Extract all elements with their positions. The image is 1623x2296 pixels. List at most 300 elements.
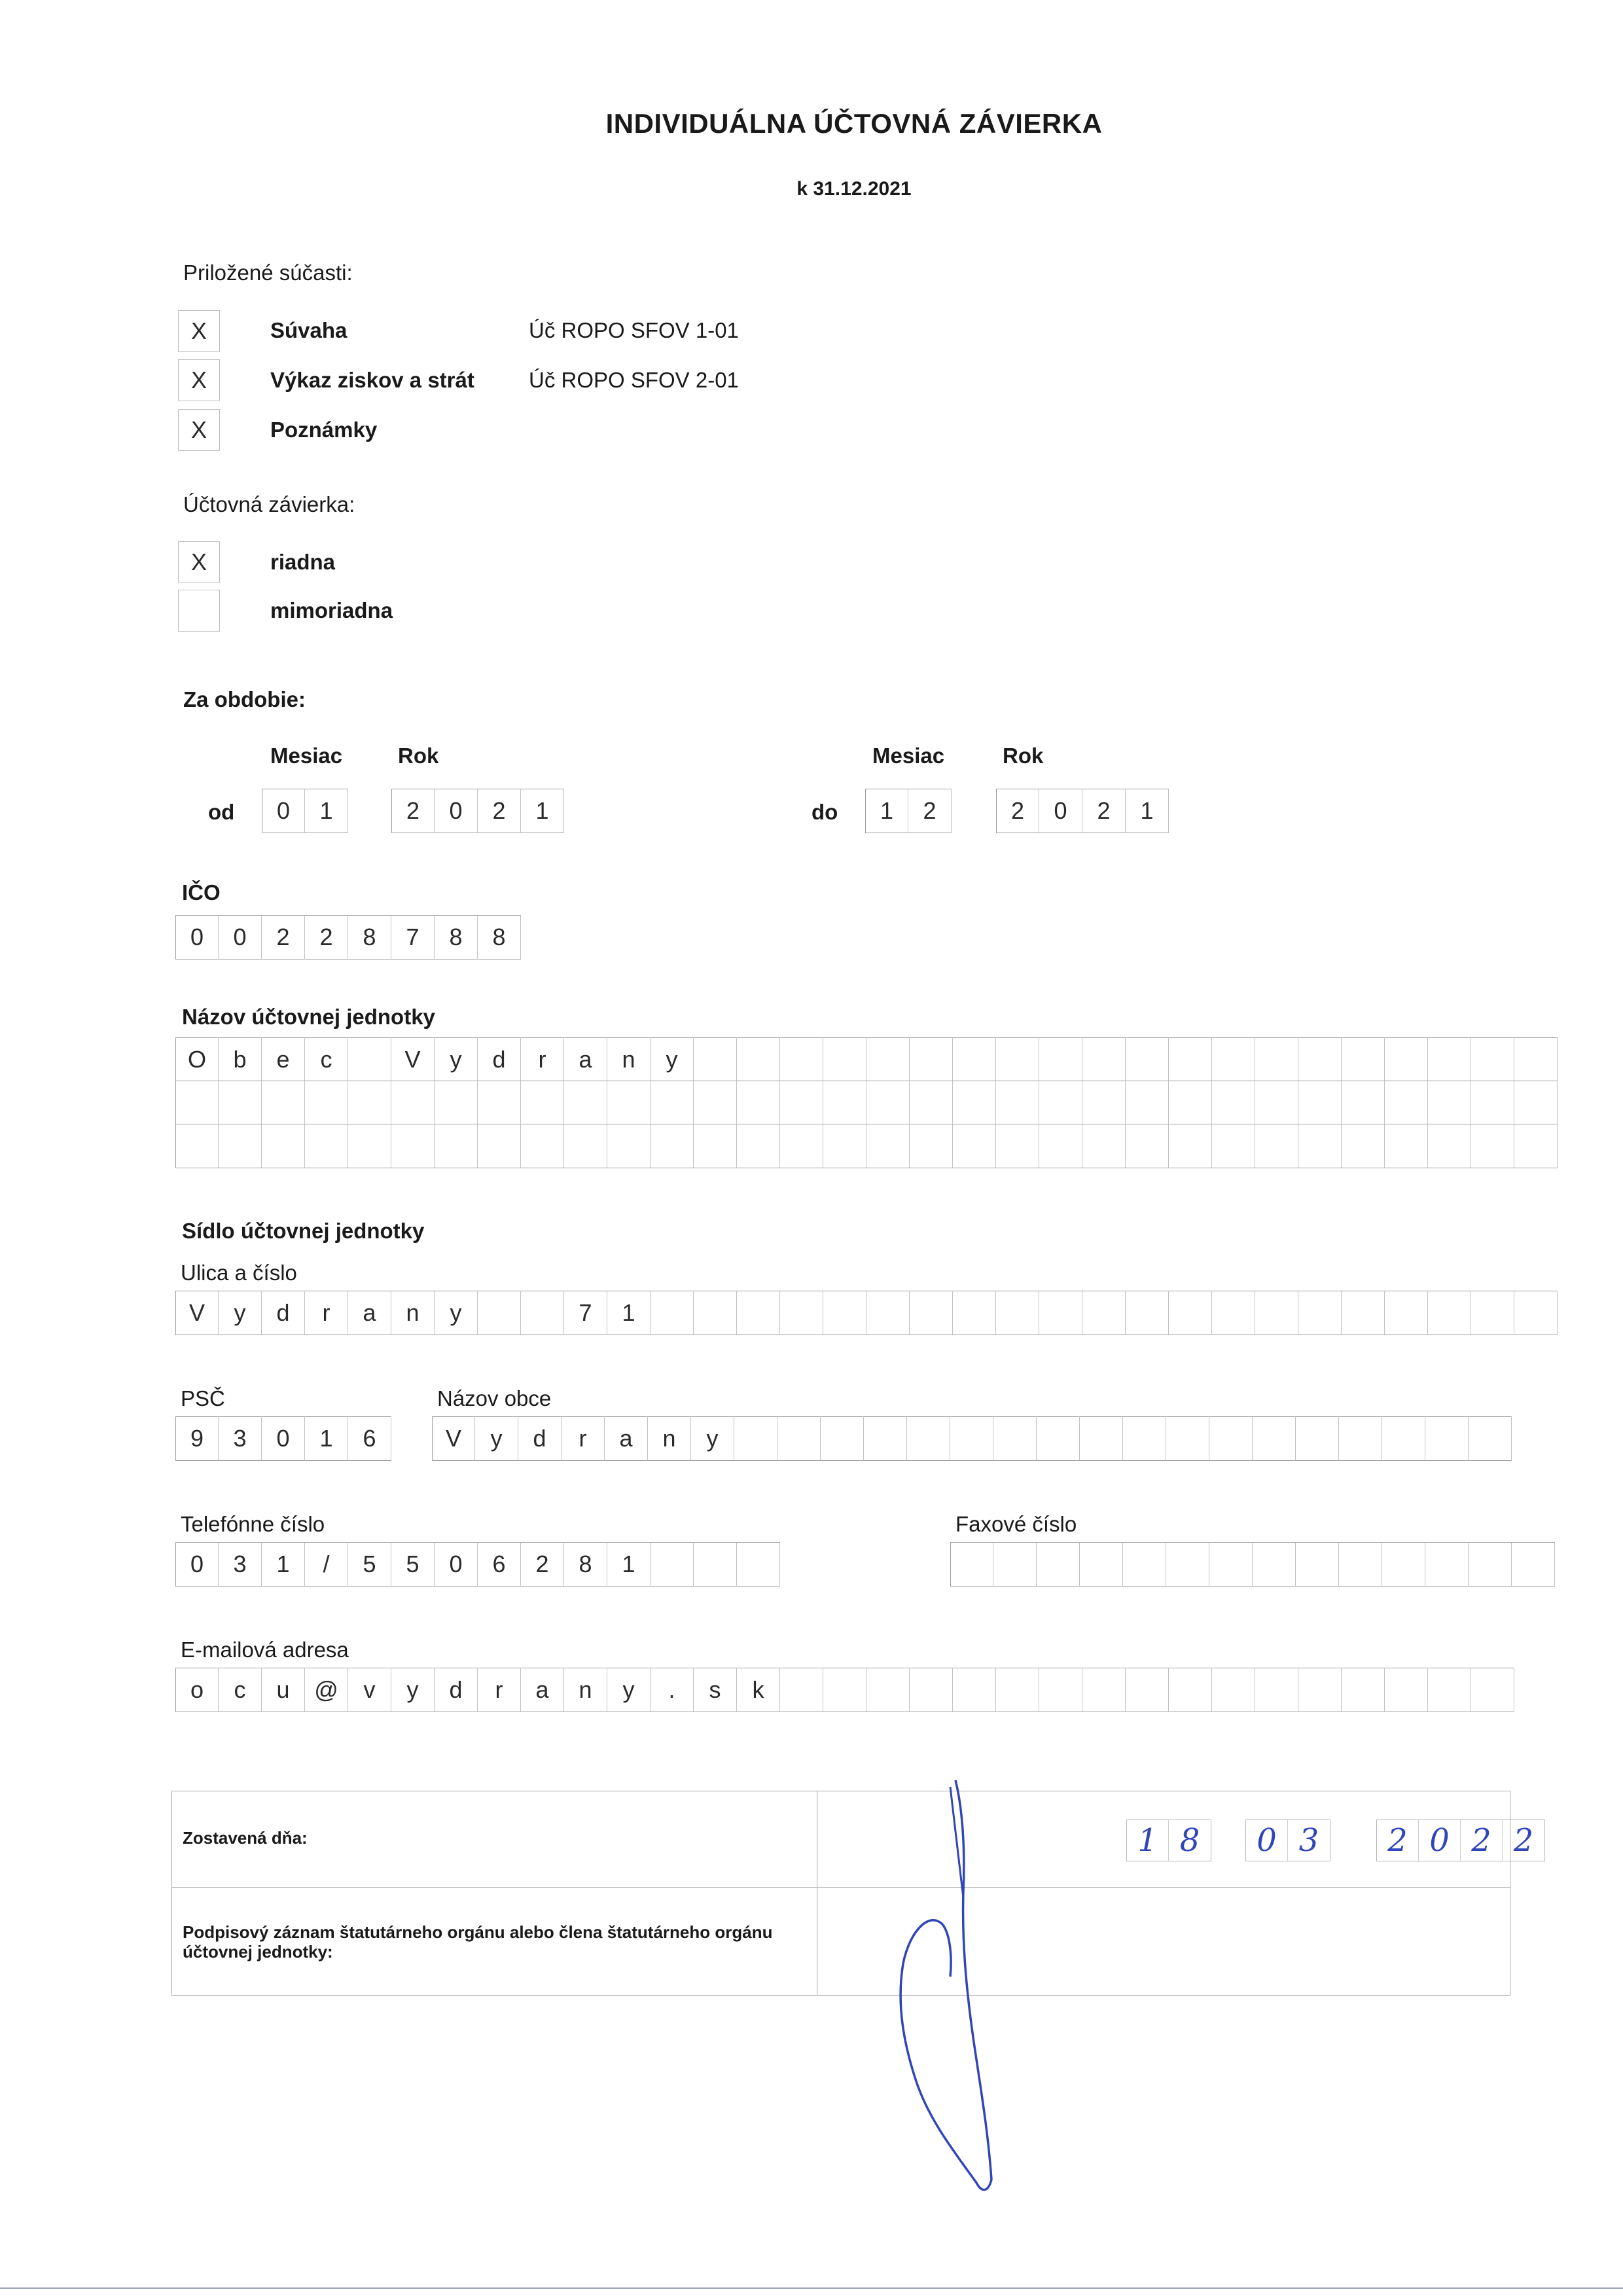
street-char[interactable] [1082,1291,1126,1335]
entity-name-char[interactable] [564,1081,607,1125]
to-year-label: Rok [1003,744,1044,768]
zip-label: PSČ [181,1386,225,1410]
phone-char[interactable]: 0 [175,1542,219,1587]
entity-name-char[interactable] [694,1081,737,1125]
city-char[interactable] [821,1416,864,1461]
ico-label: IČO [182,880,221,905]
ico-digit[interactable]: 2 [305,915,348,960]
entity-name-char[interactable] [391,1124,435,1168]
entity-name-char[interactable] [348,1037,391,1082]
email-char[interactable] [910,1668,953,1712]
street-char[interactable] [953,1291,996,1335]
email-label: E-mailová adresa [181,1638,349,1662]
phone-char[interactable]: 6 [478,1542,521,1587]
entity-name-char[interactable] [1039,1124,1082,1168]
city-char[interactable] [1253,1416,1296,1461]
zip-digit[interactable]: 3 [219,1416,262,1461]
entity-name-char[interactable]: e [262,1037,305,1082]
entity-name-char[interactable] [1082,1124,1126,1168]
city-char[interactable] [993,1416,1037,1461]
entity-name-char[interactable] [910,1124,953,1168]
entity-name-char[interactable] [521,1081,564,1125]
city-char[interactable] [1123,1416,1166,1461]
attached-name-notes: Poznámky [270,418,378,442]
email-char[interactable] [1169,1668,1212,1712]
attached-name-balance: Súvaha [270,318,348,342]
phone-char[interactable]: / [305,1542,348,1587]
statement-option-extraordinary: mimoriadna [270,598,393,622]
street-char[interactable] [1255,1291,1298,1335]
from-month-digit[interactable]: 1 [305,789,348,833]
email-char[interactable] [1428,1668,1471,1712]
email-char[interactable] [1385,1668,1428,1712]
city-char[interactable]: y [475,1416,518,1461]
attached-label: Priložené súčasti: [183,260,353,285]
from-year-digit[interactable]: 1 [521,789,564,833]
entity-name-char[interactable] [823,1037,866,1082]
entity-name-char[interactable] [478,1081,521,1125]
city-char[interactable] [864,1416,907,1461]
entity-name-char[interactable] [348,1124,391,1168]
compiled-year-digit[interactable]: 0 [1419,1820,1461,1861]
fax-char[interactable] [1123,1542,1166,1587]
city-char[interactable] [1080,1416,1123,1461]
email-char[interactable]: @ [305,1668,348,1712]
email-grid[interactable] [175,1668,1514,1712]
statement-check-extraordinary[interactable] [178,590,220,632]
entity-name-char[interactable] [1298,1124,1342,1168]
from-year-digit[interactable]: 2 [391,789,435,833]
entity-name-char[interactable]: a [564,1037,607,1082]
ico-digit[interactable]: 0 [175,915,219,960]
entity-name-char[interactable] [866,1124,910,1168]
signature-table [171,1791,1534,1996]
fax-char[interactable] [1512,1542,1555,1587]
email-char[interactable] [1298,1668,1342,1712]
entity-name-char[interactable] [1385,1124,1428,1168]
city-char[interactable]: d [518,1416,562,1461]
city-char[interactable] [1382,1416,1425,1461]
entity-name-char[interactable]: n [607,1037,651,1082]
entity-name-char[interactable] [737,1081,780,1125]
entity-name-char[interactable] [694,1037,737,1082]
city-char[interactable] [1037,1416,1080,1461]
entity-name-char[interactable] [737,1124,780,1168]
to-month-digit[interactable]: 2 [908,789,952,833]
street-char[interactable]: y [219,1291,262,1335]
compiled-month-box[interactable] [1245,1820,1330,1861]
fax-char[interactable] [1425,1542,1469,1587]
fax-char[interactable] [1253,1542,1296,1587]
entity-name-char[interactable] [1212,1124,1255,1168]
entity-name-char[interactable] [1342,1037,1385,1082]
phone-char[interactable] [651,1542,694,1587]
street-char[interactable] [996,1291,1039,1335]
entity-name-char[interactable] [1298,1081,1342,1125]
entity-name-char[interactable] [780,1124,823,1168]
entity-name-char[interactable] [1428,1124,1471,1168]
zip-digit[interactable]: 9 [175,1416,219,1461]
entity-name-char[interactable] [1342,1124,1385,1168]
entity-name-char[interactable] [910,1037,953,1082]
street-char[interactable] [737,1291,780,1335]
street-char[interactable] [866,1291,910,1335]
period-label: Za obdobie: [183,687,306,711]
address-label: Sídlo účtovnej jednotky [182,1219,425,1243]
phone-char[interactable]: 1 [607,1542,651,1587]
statement-type-label: Účtovná závierka: [183,492,355,516]
to-month-label: Mesiac [872,744,945,768]
phone-char[interactable]: 5 [348,1542,391,1587]
ico-digit[interactable]: 8 [478,915,521,960]
entity-name-char[interactable] [866,1037,910,1082]
street-char[interactable] [1039,1291,1082,1335]
email-char[interactable]: u [262,1668,305,1712]
from-year-digit[interactable]: 0 [435,789,478,833]
city-char[interactable]: y [691,1416,734,1461]
email-char[interactable]: k [737,1668,780,1712]
entity-name-char[interactable] [1471,1081,1514,1125]
email-char[interactable] [1342,1668,1385,1712]
compiled-year-digit[interactable]: 2 [1461,1820,1503,1861]
city-char[interactable]: r [562,1416,605,1461]
entity-name-char[interactable] [1385,1037,1428,1082]
street-char[interactable]: r [305,1291,348,1335]
street-char[interactable]: 7 [564,1291,607,1335]
ico-digit[interactable]: 8 [348,915,391,960]
from-label: od [208,800,235,824]
entity-name-char[interactable]: O [175,1037,219,1082]
entity-name-char[interactable] [1169,1037,1212,1082]
email-char[interactable] [953,1668,996,1712]
city-char[interactable]: a [605,1416,648,1461]
street-char[interactable] [780,1291,823,1335]
fax-char[interactable] [1469,1542,1512,1587]
entity-name-char[interactable] [607,1081,651,1125]
phone-char[interactable]: 2 [521,1542,564,1587]
entity-name-char[interactable] [823,1081,866,1125]
entity-name-char[interactable] [1471,1124,1514,1168]
signature-table-divider [172,1887,1510,1888]
page-bottom-rule [0,2287,1623,2289]
entity-name-char[interactable] [219,1124,262,1168]
entity-name-char[interactable] [780,1037,823,1082]
attached-name-income: Výkaz ziskov a strát [270,368,474,392]
street-char[interactable] [1169,1291,1212,1335]
from-year-label: Rok [398,744,439,768]
email-char[interactable]: a [521,1668,564,1712]
street-grid[interactable] [175,1291,1558,1335]
street-char[interactable] [651,1291,694,1335]
entity-name-char[interactable] [1039,1037,1082,1082]
entity-name-char[interactable] [1082,1037,1126,1082]
city-char[interactable] [1469,1416,1512,1461]
entity-name-char[interactable] [1428,1037,1471,1082]
email-char[interactable] [1082,1668,1126,1712]
entity-name-char[interactable]: r [521,1037,564,1082]
entity-name-char[interactable] [1385,1081,1428,1125]
to-year-digit[interactable]: 2 [1082,789,1126,833]
entity-name-row-1[interactable] [175,1037,1558,1082]
city-char[interactable] [1166,1416,1209,1461]
from-year-digit[interactable]: 2 [478,789,521,833]
phone-char[interactable]: 0 [435,1542,478,1587]
city-char[interactable] [1425,1416,1469,1461]
entity-name-char[interactable] [391,1081,435,1125]
compiled-month-digit[interactable]: 0 [1246,1820,1288,1861]
entity-name-char[interactable] [175,1081,219,1125]
street-char[interactable] [478,1291,521,1335]
entity-name-char[interactable] [1514,1081,1558,1125]
entity-name-char[interactable] [564,1124,607,1168]
attached-check-income[interactable]: X [178,359,220,401]
email-char[interactable] [823,1668,866,1712]
street-char[interactable]: y [435,1291,478,1335]
statement-option-regular: riadna [270,550,336,574]
zip-digit[interactable]: 1 [305,1416,348,1461]
entity-name-char[interactable] [262,1124,305,1168]
email-char[interactable] [996,1668,1039,1712]
fax-char[interactable] [1166,1542,1209,1587]
street-char[interactable] [1212,1291,1255,1335]
street-char[interactable] [1514,1291,1558,1335]
city-char[interactable]: n [648,1416,691,1461]
entity-name-char[interactable] [1212,1081,1255,1125]
entity-name-char[interactable] [305,1081,348,1125]
email-char[interactable] [1039,1668,1082,1712]
fax-char[interactable] [1037,1542,1080,1587]
compiled-year-digit[interactable]: 2 [1513,1822,1534,1859]
entity-name-char[interactable] [780,1081,823,1125]
phone-label: Telefónne číslo [181,1512,325,1536]
phone-char[interactable] [694,1542,737,1587]
email-char[interactable]: y [607,1668,651,1712]
zip-digit[interactable]: 6 [348,1416,391,1461]
entity-name-char[interactable]: V [391,1037,435,1082]
phone-char[interactable]: 1 [262,1542,305,1587]
entity-name-char[interactable] [823,1124,866,1168]
street-char[interactable] [1126,1291,1169,1335]
email-char[interactable] [866,1668,910,1712]
street-char[interactable]: V [175,1291,219,1335]
fax-char[interactable] [1080,1542,1123,1587]
entity-name-char[interactable] [521,1124,564,1168]
zip-grid[interactable] [175,1416,391,1461]
attached-check-balance[interactable]: X [178,310,220,352]
street-label: Ulica a číslo [181,1261,297,1285]
to-month-grid[interactable] [865,789,952,833]
city-grid[interactable] [432,1416,1512,1461]
from-year-grid[interactable] [391,789,564,833]
street-char[interactable] [521,1291,564,1335]
ico-digit[interactable]: 0 [219,915,262,960]
compiled-day-digit[interactable]: 8 [1179,1822,1200,1859]
email-char[interactable] [780,1668,823,1712]
entity-name-row-2[interactable] [175,1081,1558,1125]
email-char[interactable]: y [391,1668,435,1712]
city-label: Názov obce [437,1386,552,1410]
entity-name-row-3[interactable] [175,1124,1558,1168]
entity-name-char[interactable] [1255,1124,1298,1168]
entity-name-char[interactable] [910,1081,953,1125]
to-label: do [812,800,838,824]
fax-char[interactable] [1382,1542,1425,1587]
fax-char[interactable] [993,1542,1037,1587]
email-char[interactable]: r [478,1668,521,1712]
handwritten-signature [890,1767,1086,2199]
phone-char[interactable]: 5 [391,1542,435,1587]
entity-name-char[interactable] [651,1124,694,1168]
compiled-year-box[interactable] [1376,1820,1545,1861]
document-date: k 31.12.2021 [796,178,912,200]
email-char[interactable]: v [348,1668,391,1712]
entity-name-char[interactable] [1039,1081,1082,1125]
fax-label: Faxové číslo [955,1512,1077,1536]
email-char[interactable] [1212,1668,1255,1712]
email-char[interactable] [1255,1668,1298,1712]
email-char[interactable]: c [219,1668,262,1712]
entity-name-char[interactable] [305,1124,348,1168]
entity-name-char[interactable] [996,1037,1039,1082]
email-char[interactable] [1471,1668,1514,1712]
compiled-day-digit[interactable]: 1 [1127,1820,1169,1861]
city-char[interactable] [1209,1416,1253,1461]
ico-grid[interactable] [175,915,521,960]
city-char[interactable] [950,1416,993,1461]
entity-name-char[interactable] [953,1081,996,1125]
entity-name-char[interactable] [1169,1081,1212,1125]
email-char[interactable]: s [694,1668,737,1712]
entity-name-char[interactable] [348,1081,391,1125]
entity-name-char[interactable] [1082,1081,1126,1125]
entity-name-char[interactable] [1514,1037,1558,1082]
entity-name-char[interactable] [262,1081,305,1125]
to-year-digit[interactable]: 0 [1039,789,1082,833]
entity-name-char[interactable] [1514,1124,1558,1168]
compiled-month-digit[interactable]: 3 [1298,1822,1319,1859]
to-month-digit[interactable]: 1 [865,789,908,833]
compiled-year-digit[interactable]: 2 [1377,1820,1419,1861]
entity-name-char[interactable] [953,1124,996,1168]
email-char[interactable]: n [564,1668,607,1712]
phone-char[interactable]: 8 [564,1542,607,1587]
email-char[interactable] [1126,1668,1169,1712]
entity-name-char[interactable]: c [305,1037,348,1082]
street-char[interactable] [1385,1291,1428,1335]
street-char[interactable] [823,1291,866,1335]
from-month-digit[interactable]: 0 [262,789,305,833]
street-char[interactable] [910,1291,953,1335]
to-year-grid[interactable] [996,789,1169,833]
entity-name-char[interactable] [435,1124,478,1168]
to-year-digit[interactable]: 2 [996,789,1039,833]
document-title: INDIVIDUÁLNA ÚČTOVNÁ ZÁVIERKA [605,108,1103,139]
attached-code-balance: Úč ROPO SFOV 1-01 [529,318,739,342]
to-year-digit[interactable]: 1 [1126,789,1169,833]
entity-name-char[interactable] [1126,1037,1169,1082]
fax-char[interactable] [1339,1542,1382,1587]
from-month-grid[interactable] [262,789,348,833]
city-char[interactable]: V [432,1416,475,1461]
email-char[interactable]: d [435,1668,478,1712]
phone-char[interactable]: 3 [219,1542,262,1587]
street-char[interactable] [1471,1291,1514,1335]
entity-name-char[interactable] [1212,1037,1255,1082]
from-month-label: Mesiac [270,744,343,768]
city-char[interactable] [1339,1416,1382,1461]
city-char[interactable] [777,1416,821,1461]
entity-name-char[interactable] [435,1081,478,1125]
city-char[interactable] [734,1416,777,1461]
entity-name-char[interactable] [1255,1081,1298,1125]
street-char[interactable]: d [262,1291,305,1335]
entity-name-char[interactable] [607,1124,651,1168]
entity-name-char[interactable] [1342,1081,1385,1125]
zip-digit[interactable]: 0 [262,1416,305,1461]
entity-name-char[interactable] [175,1124,219,1168]
entity-name-char[interactable] [866,1081,910,1125]
fax-char[interactable] [950,1542,993,1587]
street-char[interactable]: 1 [607,1291,651,1335]
street-char[interactable] [1298,1291,1342,1335]
entity-name-char[interactable] [1428,1081,1471,1125]
email-char[interactable]: o [175,1668,219,1712]
fax-char[interactable] [1209,1542,1253,1587]
phone-char[interactable] [737,1542,780,1587]
entity-name-char[interactable] [651,1081,694,1125]
fax-grid[interactable] [950,1542,1555,1587]
entity-name-char[interactable]: d [478,1037,521,1082]
entity-name-char[interactable] [953,1037,996,1082]
entity-name-char[interactable] [996,1081,1039,1125]
entity-name-char[interactable] [694,1124,737,1168]
entity-name-char[interactable] [219,1081,262,1125]
statement-check-regular[interactable]: X [178,541,220,583]
ico-digit[interactable]: 8 [435,915,478,960]
compiled-date-label: Zostavená dňa: [183,1828,308,1848]
phone-grid[interactable] [175,1542,780,1587]
city-char[interactable] [1296,1416,1339,1461]
entity-name-char[interactable] [1126,1124,1169,1168]
attached-code-income: Úč ROPO SFOV 2-01 [529,368,739,392]
entity-name-char[interactable] [1169,1124,1212,1168]
entity-name-char[interactable] [996,1124,1039,1168]
street-char[interactable] [694,1291,737,1335]
ico-digit[interactable]: 7 [391,915,435,960]
entity-name-char[interactable] [1471,1037,1514,1082]
city-char[interactable] [907,1416,950,1461]
street-char[interactable] [1428,1291,1471,1335]
entity-name-char[interactable] [1298,1037,1342,1082]
street-char[interactable] [1342,1291,1385,1335]
entity-name-char[interactable] [737,1037,780,1082]
email-char[interactable]: . [651,1668,694,1712]
street-char[interactable]: n [391,1291,435,1335]
ico-digit[interactable]: 2 [262,915,305,960]
compiled-day-box[interactable] [1126,1820,1211,1861]
entity-name-label: Názov účtovnej jednotky [182,1005,435,1029]
entity-name-char[interactable] [478,1124,521,1168]
fax-char[interactable] [1296,1542,1339,1587]
signature-label: Podpisový záznam štatutárneho orgánu alebo člena štatutárneho orgánu účtovnej jednotky: [183,1922,773,1962]
street-char[interactable]: a [348,1291,391,1335]
attached-check-notes[interactable]: X [178,409,220,451]
entity-name-char[interactable]: y [435,1037,478,1082]
entity-name-char[interactable]: b [219,1037,262,1082]
entity-name-char[interactable]: y [651,1037,694,1082]
entity-name-char[interactable] [1126,1081,1169,1125]
entity-name-char[interactable] [1255,1037,1298,1082]
